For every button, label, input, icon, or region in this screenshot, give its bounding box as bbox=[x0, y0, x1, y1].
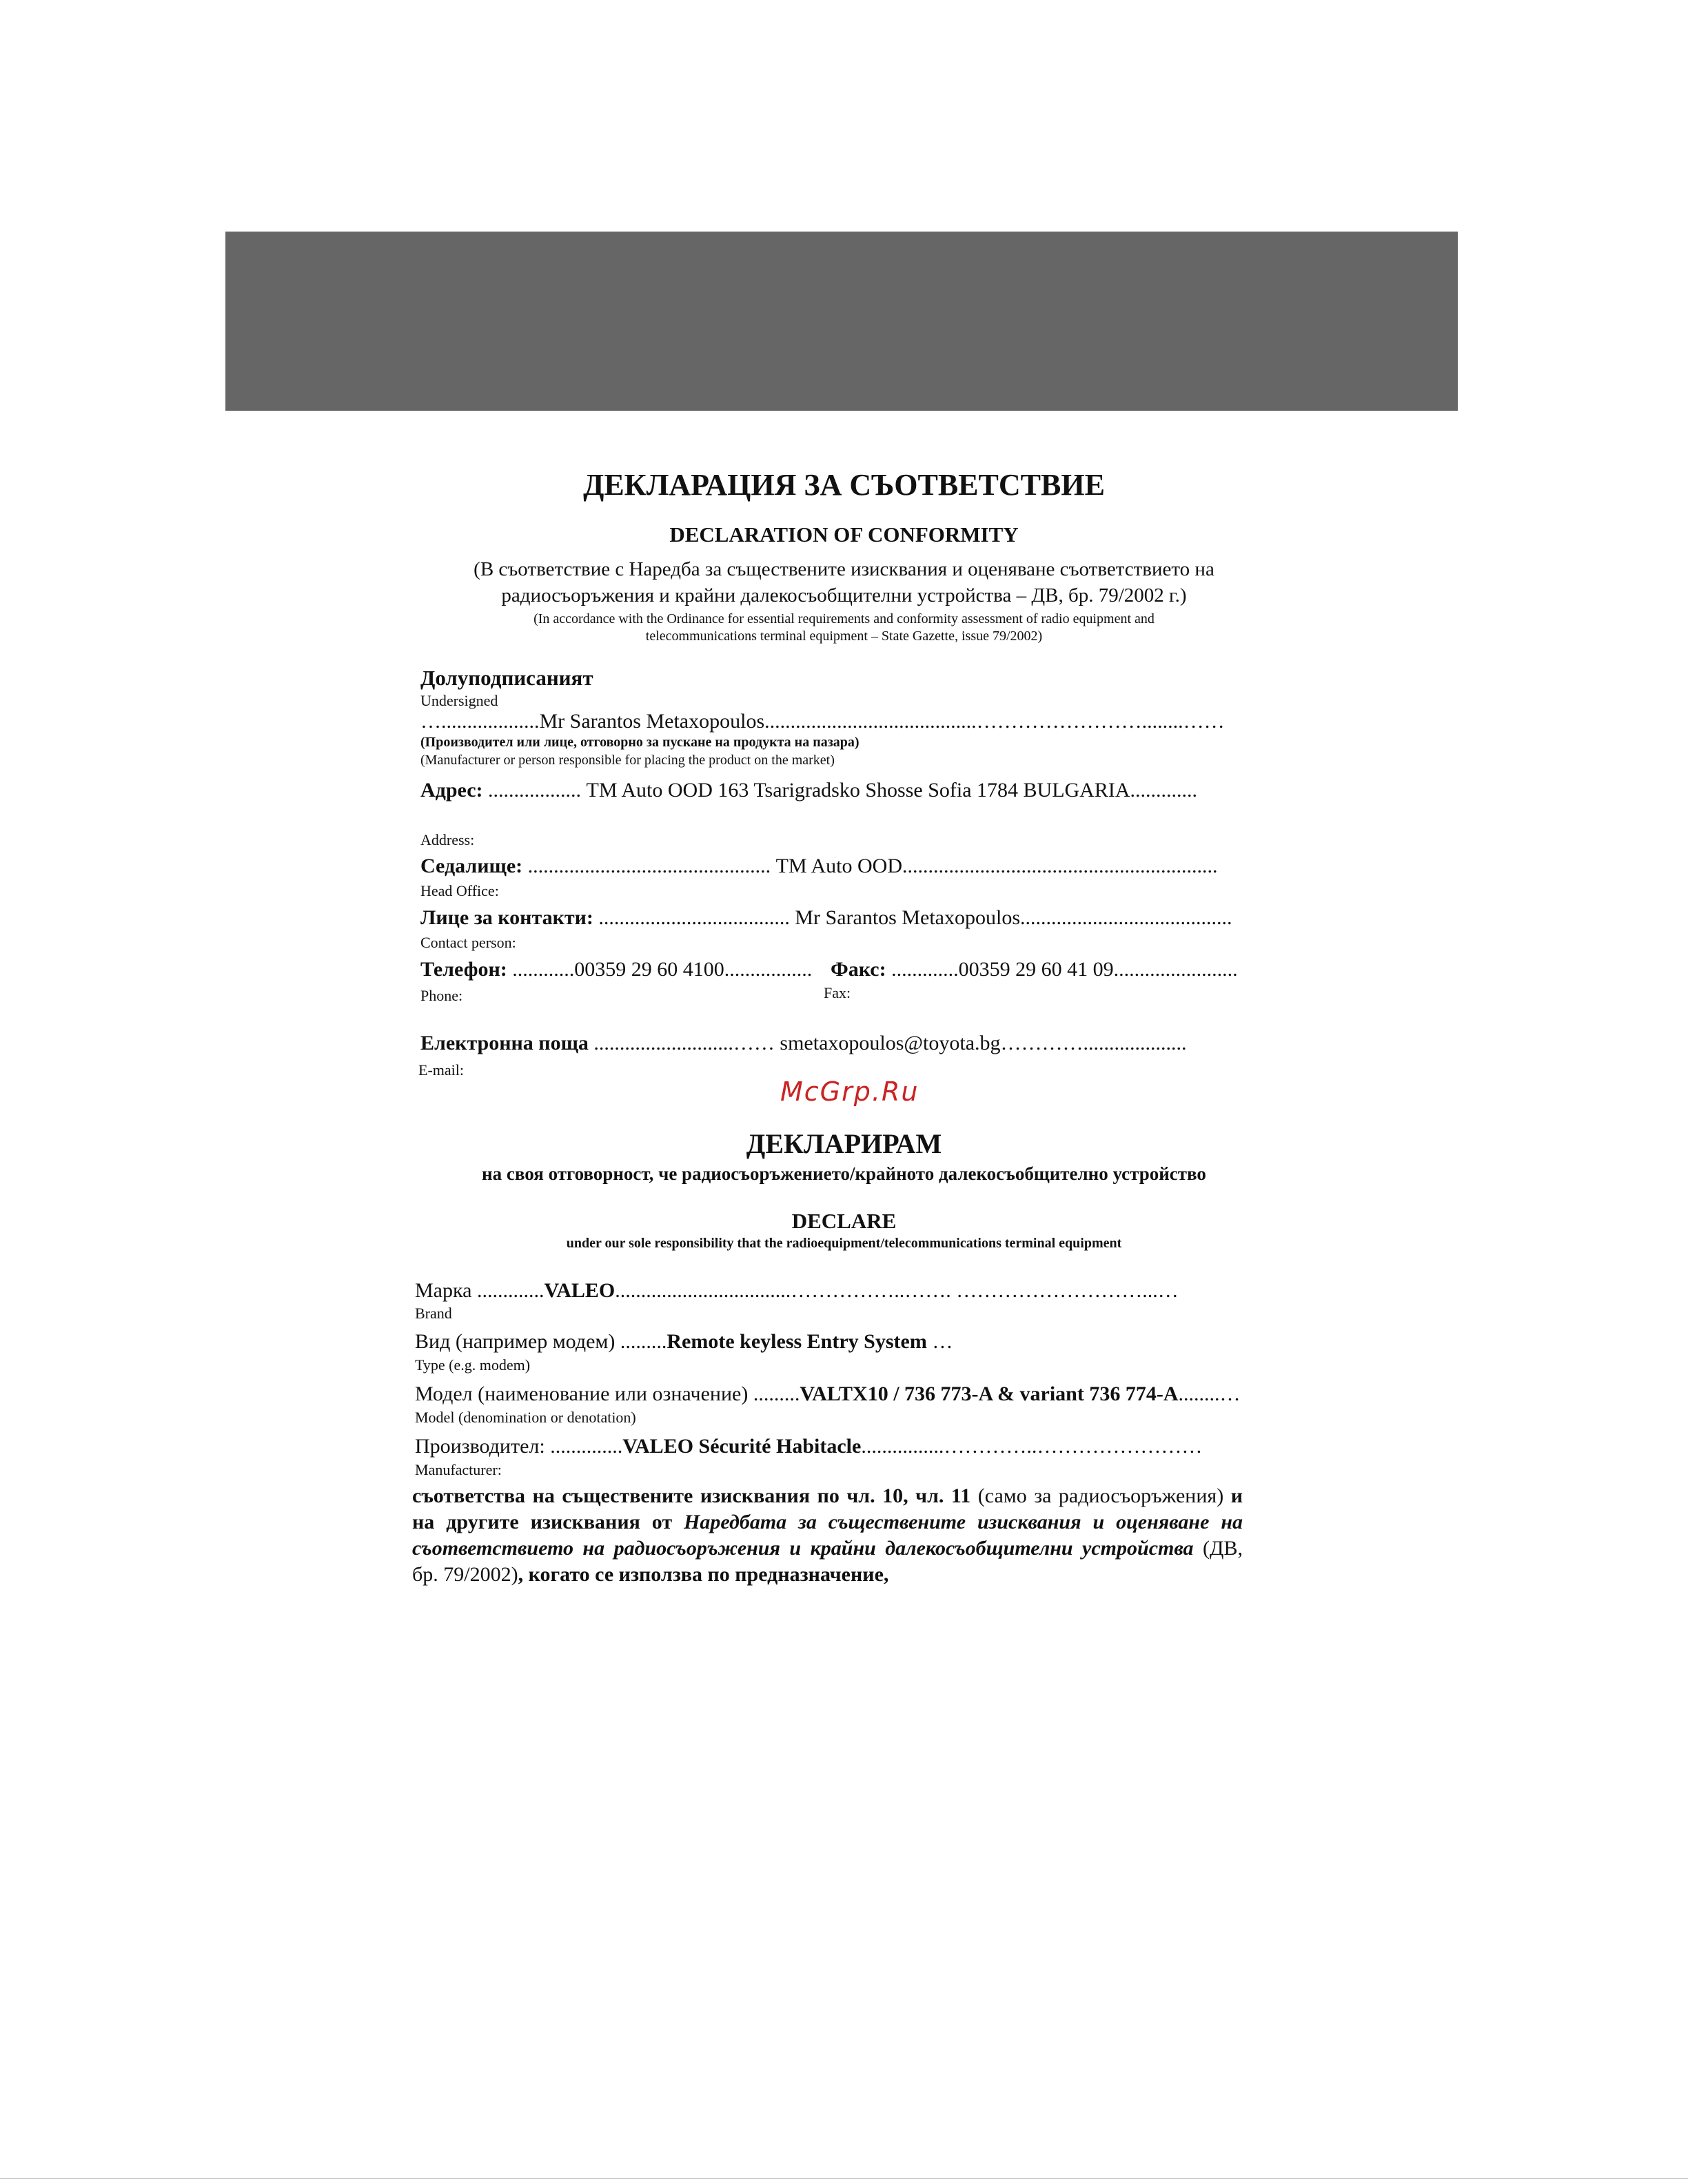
type-prefix: ......... bbox=[620, 1330, 667, 1353]
model-value: VALTX10 / 736 773-A & variant 736 774-A bbox=[800, 1382, 1179, 1405]
manufacturer-label: Производител: bbox=[415, 1435, 545, 1458]
fax-label: Факс: bbox=[831, 958, 886, 981]
page-title: ДЕКЛАРАЦИЯ ЗА СЪОТВЕТСТВИЕ bbox=[583, 468, 1105, 502]
manufacturer-value: VALEO Sécurité Habitacle bbox=[622, 1435, 862, 1458]
brand-suffix: ..................................……………..……. ………………………...… bbox=[615, 1279, 1179, 1302]
type-row bbox=[415, 1330, 953, 1354]
type-value: Remote keyless Entry System bbox=[667, 1330, 927, 1353]
head-office-label: Седалище: bbox=[420, 855, 523, 877]
manufacturer-row bbox=[415, 1435, 1202, 1458]
model-label-en: Model (denomination or denotation) bbox=[415, 1409, 636, 1426]
brand-row bbox=[415, 1279, 1179, 1303]
watermark-text: McGrp.Ru bbox=[780, 1076, 919, 1107]
head-office-label-en: Head Office: bbox=[420, 882, 499, 899]
conformity-part-3: и на другите изисквания от bbox=[412, 1484, 1243, 1533]
address-label-en: Address: bbox=[420, 831, 475, 848]
undersigned-note-bg: (Производител или лице, отговорно за пускане на продукта на пазара) bbox=[420, 735, 860, 750]
undersigned-label-en: Undersigned bbox=[420, 692, 498, 709]
model-row bbox=[415, 1382, 1241, 1406]
brand-label: Марка bbox=[415, 1279, 472, 1302]
declare-subtitle-en: under our sole responsibility that the radioequipment/telecommunications terminal equipment bbox=[566, 1236, 1122, 1251]
conformity-part-2: (само за радиосъоръжения) bbox=[970, 1484, 1231, 1507]
type-suffix: … bbox=[926, 1330, 953, 1353]
type-label: Вид (например модем) bbox=[415, 1330, 616, 1353]
manufacturer-prefix: .............. bbox=[550, 1435, 623, 1458]
conformity-part-5: (ДВ, бр. 79/2002) bbox=[412, 1537, 1243, 1586]
address-row bbox=[420, 779, 1197, 802]
conformity-paragraph bbox=[412, 1483, 1243, 1588]
bottom-divider bbox=[0, 2178, 1688, 2179]
manufacturer-label-en: Manufacturer: bbox=[415, 1461, 502, 1478]
brand-label-en: Brand bbox=[415, 1305, 452, 1322]
phone-value: ............00359 29 60 4100................. bbox=[512, 958, 813, 981]
phone-row bbox=[420, 958, 812, 981]
header-gray-band bbox=[225, 232, 1458, 411]
fax-value: .............00359 29 60 41 09........................ bbox=[891, 958, 1238, 981]
email-label-en: E-mail: bbox=[418, 1061, 464, 1079]
manufacturer-suffix: ................…………..…………………… bbox=[861, 1435, 1203, 1458]
declare-title-en: DECLARE bbox=[791, 1209, 897, 1233]
contact-row bbox=[420, 906, 1232, 930]
model-suffix: ........… bbox=[1178, 1382, 1241, 1405]
phone-label: Телефон: bbox=[420, 958, 507, 981]
phone-label-en: Phone: bbox=[420, 987, 463, 1004]
undersigned-value: …...................Mr Sarantos Metaxopoulos.........................................……………………........…… bbox=[420, 710, 1225, 733]
head-office-row bbox=[420, 855, 1217, 878]
page-title-en: DECLARATION OF CONFORMITY bbox=[669, 522, 1019, 547]
type-label-en: Type (e.g. modem) bbox=[415, 1356, 531, 1374]
intro-bg-line-1: (В съответствие с Наредба за съществените изисквания и оценяване съответствието на bbox=[474, 558, 1214, 580]
email-row bbox=[420, 1032, 1187, 1055]
intro-bg-line-2: радиосъоръжения и крайни далекосъобщителни устройства – ДВ, бр. 79/2002 г.) bbox=[501, 584, 1187, 606]
conformity-ordinance: Наредбата за съществените изисквания и оценяване на съответствието на радиосъоръжения и крайни далекосъобщителни устройства bbox=[412, 1511, 1243, 1560]
conformity-part-1: съответства на съществените изисквания по чл. 10, чл. 11 bbox=[412, 1484, 971, 1507]
undersigned-label: Долуподписаният bbox=[420, 666, 593, 690]
intro-en-line-2: telecommunications terminal equipment – State Gazette, issue 79/2002) bbox=[645, 629, 1043, 644]
fax-label-en: Fax: bbox=[824, 984, 851, 1001]
contact-label: Лице за контакти: bbox=[420, 906, 593, 929]
model-prefix: ......... bbox=[753, 1382, 800, 1405]
address-value: .................. TM Auto OOD 163 Tsarigradsko Shosse Sofia 1784 BULGARIA............. bbox=[488, 779, 1198, 802]
email-label: Електронна поща bbox=[420, 1032, 589, 1054]
intro-en-line-1: (In accordance with the Ordinance for essential requirements and conformity assessment of radio equipment and bbox=[533, 611, 1155, 626]
address-label: Адрес: bbox=[420, 779, 483, 802]
undersigned-note-en: (Manufacturer or person responsible for placing the product on the market) bbox=[420, 753, 835, 768]
brand-value: VALEO bbox=[544, 1279, 616, 1302]
email-value: ...........................…… smetaxopoulos@toyota.bg………….................... bbox=[593, 1032, 1187, 1054]
head-office-value: ............................................... TM Auto OOD............................................................. bbox=[527, 855, 1218, 877]
brand-prefix: ............. bbox=[476, 1279, 545, 1302]
declare-title: ДЕКЛАРИРАМ bbox=[746, 1128, 942, 1159]
conformity-part-6: , когато се използва по предназначение, bbox=[518, 1563, 889, 1586]
fax-row bbox=[831, 958, 1238, 981]
declare-subtitle: на своя отговорност, че радиосъоръжението/крайното далекосъобщително устройство bbox=[482, 1163, 1206, 1184]
contact-value: ..................................... Mr Sarantos Metaxopoulos......................................... bbox=[598, 906, 1232, 929]
contact-label-en: Contact person: bbox=[420, 934, 516, 951]
model-label: Модел (наименование или означение) bbox=[415, 1382, 749, 1405]
